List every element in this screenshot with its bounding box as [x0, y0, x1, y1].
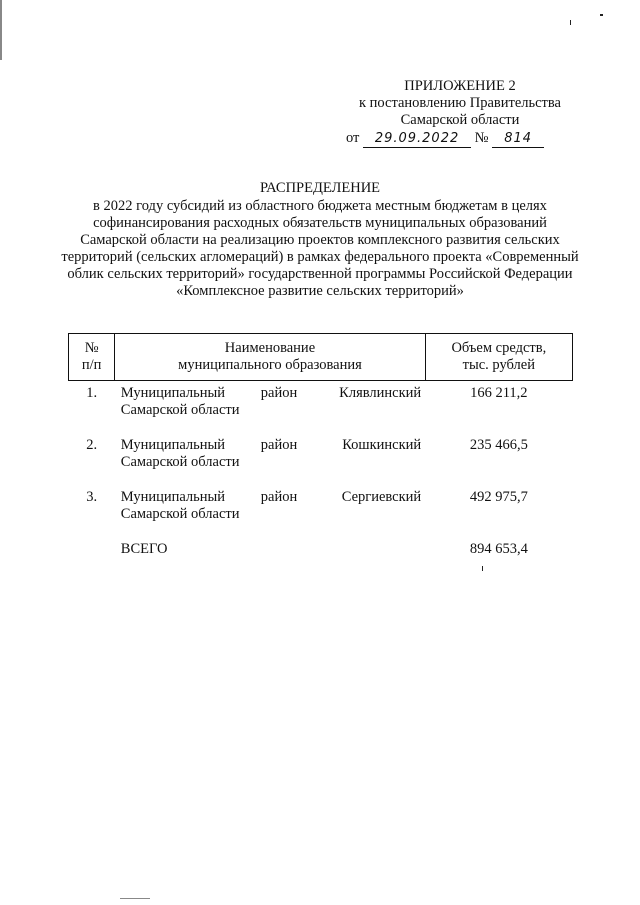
- row-spacer: [69, 419, 573, 433]
- date-prefix: от: [346, 130, 360, 146]
- total-num: [69, 537, 115, 558]
- scan-mark: [600, 14, 603, 16]
- row-amount: 235 466,5: [469, 437, 528, 453]
- appendix-region: Самарской области: [400, 112, 520, 128]
- document-heading: РАСПРЕДЕЛЕНИЕ: [259, 180, 381, 196]
- appendix-resolution: к постановлению Правительства: [359, 95, 561, 111]
- handwritten-number: 814: [492, 130, 544, 148]
- scan-mark: [120, 898, 150, 899]
- row-spacer: [69, 471, 573, 485]
- row-name: Муниципальный район Клявлинский Самарской области: [120, 385, 422, 418]
- header-amount: Объем средств, тыс. рублей: [425, 334, 572, 381]
- row-spacer: [69, 523, 573, 537]
- distribution-table: [68, 333, 573, 558]
- document-subtitle: в 2022 году субсидий из областного бюджета местным бюджетам в целях софинансирования расходных обязательств муниципальных образований Самарской области на реализацию проектов комплексного развития сельских территорий (сельских агломераций) в рамках федерального проекта «Современный облик сельских территорий» государственной программы Российской Федерации «Комплексное развитие сельских территорий»: [61, 198, 579, 299]
- header-name: Наименование муниципального образования: [115, 334, 425, 381]
- row-num: 1.: [86, 385, 98, 401]
- scan-mark: [0, 0, 2, 60]
- scan-mark: [482, 566, 483, 571]
- header-num: № п/п: [69, 334, 115, 381]
- total-row: [69, 537, 573, 558]
- row-name: Муниципальный район Сергиевский Самарской области: [120, 489, 422, 522]
- table-header-row: [69, 334, 573, 381]
- table-row: [69, 381, 573, 420]
- total-amount: 894 653,4: [469, 541, 528, 557]
- row-amount: 492 975,7: [469, 489, 528, 505]
- total-label: ВСЕГО: [120, 541, 168, 557]
- row-num: 2.: [86, 437, 98, 453]
- row-amount: 166 211,2: [470, 385, 528, 401]
- appendix-date-line: [340, 130, 580, 148]
- table-row: [69, 433, 573, 471]
- row-name: Муниципальный район Кошкинский Самарской области: [120, 437, 422, 470]
- appendix-block: [340, 78, 580, 148]
- document-title-block: [60, 180, 580, 300]
- table-row: [69, 485, 573, 523]
- handwritten-date: 29.09.2022: [363, 130, 471, 148]
- appendix-title: ПРИЛОЖЕНИЕ 2: [404, 78, 516, 94]
- scan-mark: [570, 20, 571, 25]
- number-prefix: №: [474, 130, 489, 146]
- row-num: 3.: [86, 489, 98, 505]
